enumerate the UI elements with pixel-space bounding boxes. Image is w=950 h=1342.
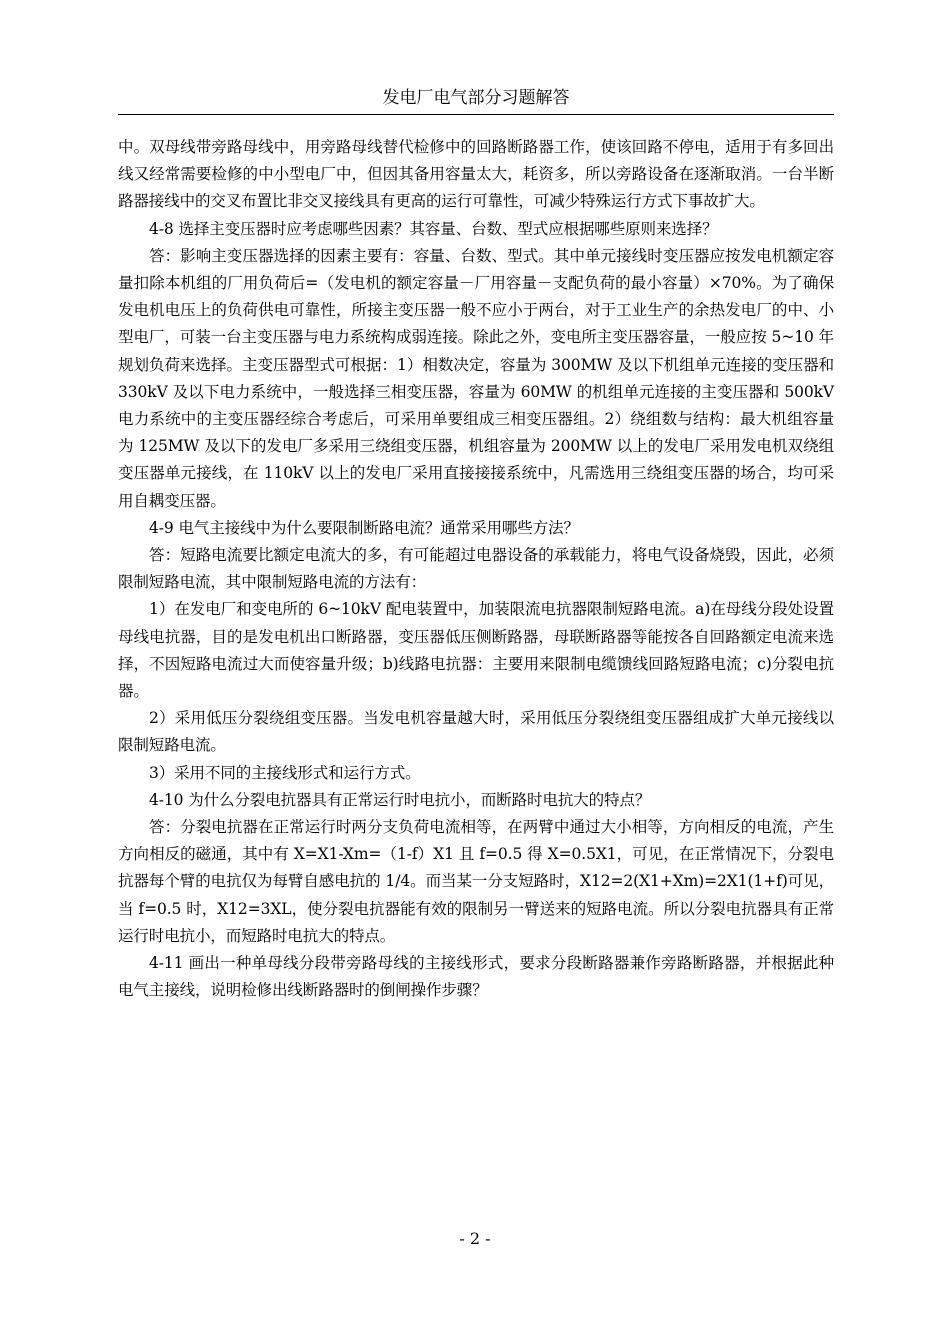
list-paragraph: 1）在发电厂和变电所的 6~10kV 配电装置中，加装限流电抗器限制短路电流。a)在母线分段处设置母线电抗器，目的是发电机出口断路器，变压器低压侧断路器，母联断路器等能按各自回路额定电流来选择，不因短路电流过大而使容量升级；b)线路电抗器：主要用来限制电缆馈线回路短路电流；c)分裂电抗器。 <box>118 600 834 701</box>
header-divider <box>118 114 834 115</box>
page-number: - 2 - <box>459 1229 491 1248</box>
answer-paragraph: 答：分裂电抗器在正常运行时两分支负荷电流相等，在两臂中通过大小相等，方向相反的电流，产生方向相反的磁通，其中有 X=X1-Xm=（1-f）X1 且 f=0.5 得 X=0.5X1，可见，在正常情况下，分裂电抗器每个臂的电抗仅为每臂自感电抗的 1/4。而当某一分支短路时，X12=2(X1+Xm)=2X1(1+f)可见，当 f=0.5 时，X12=3XL，使分裂电抗器能有效的限制另一臂送来的短路电流。所以分裂电抗器具有正常运行时电抗小，而短路时电抗大的特点。 <box>118 818 834 945</box>
answer-paragraph: 答：短路电流要比额定电流大的多，有可能超过电器设备的承载能力，将电气设备烧毁，因此，必须限制短路电流，其中限制短路电流的方法有： <box>118 546 834 592</box>
list-paragraph: 3）采用不同的主接线形式和运行方式。 <box>149 763 421 782</box>
question-paragraph: 4-9 电气主接线中为什么要限制断路电流？通常采用哪些方法？ <box>149 518 579 537</box>
page-header-title: 发电厂电气部分习题解答 <box>382 88 570 108</box>
question-paragraph: 4-11 画出一种单母线分段带旁路母线的主接线形式，要求分段断路器兼作旁路断路器，并根据此种电气主接线，说明检修出线断路器时的倒闸操作步骤？ <box>118 954 834 1000</box>
question-paragraph: 4-10 为什么分裂电抗器具有正常运行时电抗小，而断路时电抗大的特点？ <box>149 790 651 809</box>
paragraph: 中。双母线带旁路母线中，用旁路母线替代检修中的回路断路器工作，使该回路不停电，适用于有多回出线又经常需要检修的中小型电厂中，但因其备用容量太大，耗资多，所以旁路设备在逐渐取消。一台半断路器接线中的交叉布置比非交叉接线具有更高的运行可靠性，可减少特殊运行方式下事故扩大。 <box>118 138 834 211</box>
document-body <box>118 134 834 1005</box>
list-paragraph: 2）采用低压分裂绕组变压器。当发电机容量越大时，采用低压分裂绕组变压器组成扩大单元接线以限制短路电流。 <box>118 709 834 755</box>
question-paragraph: 4-8 选择主变压器时应考虑哪些因素？其容量、台数、型式应根据哪些原则来选择？ <box>149 219 718 238</box>
answer-paragraph: 答：影响主变压器选择的因素主要有：容量、台数、型式。其中单元接线时变压器应按发电机额定容量扣除本机组的厂用负荷后=（发电机的额定容量－厂用容量－支配负荷的最小容量）×70%。为了确保发电机电压上的负荷供电可靠性，所接主变压器一般不应小于两台，对于工业生产的余热发电厂的中、小型电厂，可装一台主变压器与电力系统构成弱连接。除此之外，变电所主变压器容量，一般应按 5~10 年规划负荷来选择。主变压器型式可根据：1）相数决定，容量为 300MW 及以下机组单元连接的变压器和 330kV 及以下电力系统中，一般选择三相变压器，容量为 60MW 的机组单元连接的主变压器和 500kV 电力系统中的主变压器经综合考虑后，可采用单要组成三相变压器组。2）绕组数与结构：最大机组容量为 125MW 及以下的发电厂多采用三绕组变压器，机组容量为 200MW 以上的发电厂采用发电机双绕组变压器单元接线，在 110kV 以上的发电厂采用直接接接系统中，凡需选用三绕组变压器的场合，均可采用自耦变压器。 <box>118 246 834 510</box>
